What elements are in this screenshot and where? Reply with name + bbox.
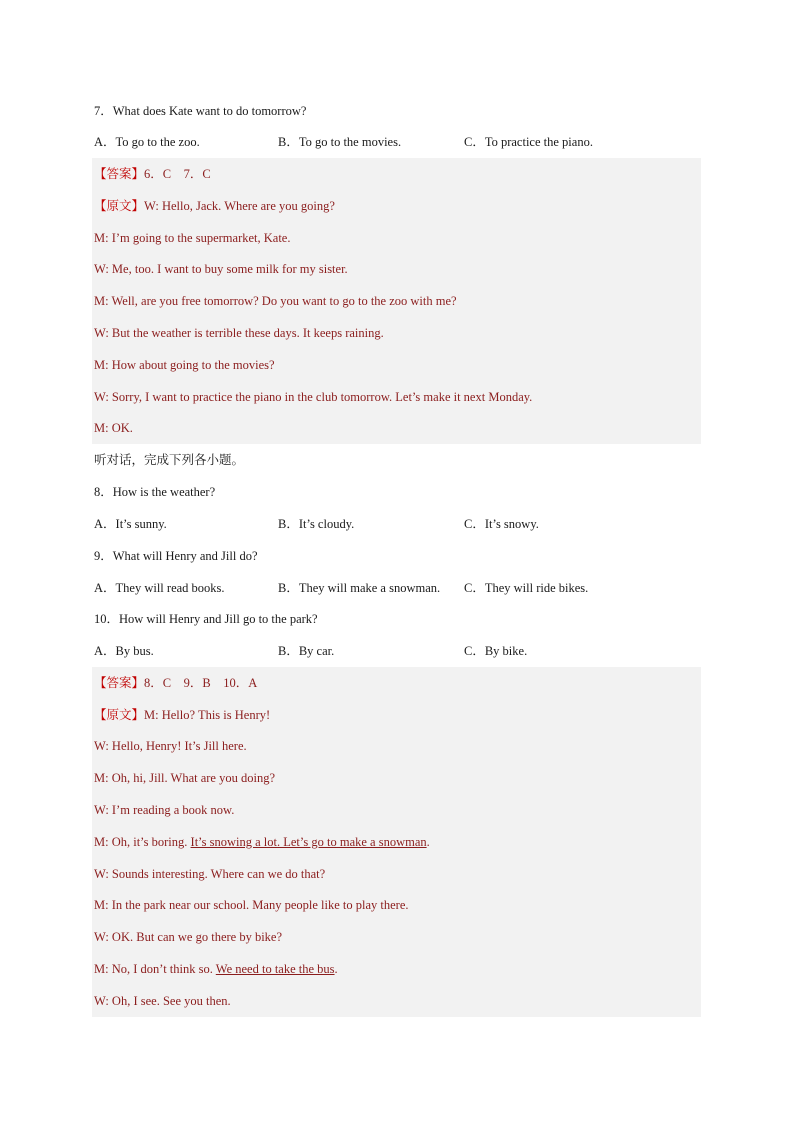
answer-line-2 bbox=[94, 673, 257, 693]
transcript-text: M: No, I don’t think so. bbox=[94, 962, 216, 976]
transcript-line: W: Hello, Henry! It’s Jill here. bbox=[94, 739, 247, 753]
option-a: A．To go to the zoo. bbox=[94, 135, 200, 149]
option-b: B．It’s cloudy. bbox=[278, 517, 355, 531]
transcript-line bbox=[94, 832, 430, 852]
transcript-text: W: Hello, Jack. Where are you going? bbox=[144, 199, 335, 213]
transcript-text: . bbox=[334, 962, 338, 976]
underlined-key-sentence: We need to take the bus bbox=[215, 962, 335, 976]
answer-tag: 【答案】 bbox=[94, 166, 145, 181]
transcript-text: M: Hello? This is Henry! bbox=[144, 708, 271, 722]
transcript-line: W: But the weather is terrible these days. It keeps raining. bbox=[94, 326, 384, 340]
question-7: 7．What does Kate want to do tomorrow? bbox=[94, 104, 307, 118]
transcript-text: . bbox=[426, 835, 430, 849]
instruction: 听对话，完成下列各小题。 bbox=[94, 452, 245, 467]
answer-line-1 bbox=[94, 164, 211, 184]
transcript-line: M: How about going to the movies? bbox=[94, 358, 275, 372]
option-a: A．They will read books. bbox=[94, 581, 225, 595]
option-a: A．It’s sunny. bbox=[94, 517, 167, 531]
transcript-line: W: Sorry, I want to practice the piano in the club tomorrow. Let’s make it next Monday. bbox=[94, 390, 533, 404]
question-9: 9．What will Henry and Jill do? bbox=[94, 549, 258, 563]
transcript-line bbox=[94, 959, 338, 979]
transcript-line: W: Me, too. I want to buy some milk for my sister. bbox=[94, 262, 348, 276]
transcript-line: M: Oh, hi, Jill. What are you doing? bbox=[94, 771, 275, 785]
transcript-text: M: Oh, it’s boring. bbox=[94, 835, 191, 849]
question-10: 10．How will Henry and Jill go to the park? bbox=[94, 612, 318, 626]
answer-text: 8．C 9．B 10．A bbox=[144, 676, 258, 690]
answer-text: 6．C 7．C bbox=[144, 167, 211, 181]
transcript-line bbox=[94, 196, 335, 216]
transcript-tag: 【原文】 bbox=[94, 198, 145, 213]
transcript-line: W: Oh, I see. See you then. bbox=[94, 994, 231, 1008]
option-b: B．To go to the movies. bbox=[278, 135, 402, 149]
underlined-key-sentence: It’s snowing a lot. Let’s go to make a snowman bbox=[190, 835, 427, 849]
option-b: B．They will make a snowman. bbox=[278, 581, 441, 595]
transcript-line: W: I’m reading a book now. bbox=[94, 803, 235, 817]
transcript-line: M: Well, are you free tomorrow? Do you want to go to the zoo with me? bbox=[94, 294, 457, 308]
answer-tag: 【答案】 bbox=[94, 675, 145, 690]
option-c: C．It’s snowy. bbox=[464, 517, 539, 531]
option-c: C．To practice the piano. bbox=[464, 135, 593, 149]
question-8: 8．How is the weather? bbox=[94, 485, 216, 499]
option-a: A．By bus. bbox=[94, 644, 154, 658]
transcript-line: M: I’m going to the supermarket, Kate. bbox=[94, 231, 291, 245]
transcript-line: W: OK. But can we go there by bike? bbox=[94, 930, 283, 944]
option-b: B．By car. bbox=[278, 644, 335, 658]
transcript-line bbox=[94, 705, 270, 725]
transcript-line: M: OK. bbox=[94, 421, 133, 435]
transcript-tag: 【原文】 bbox=[94, 707, 145, 722]
transcript-line: W: Sounds interesting. Where can we do that? bbox=[94, 867, 326, 881]
option-c: C．By bike. bbox=[464, 644, 528, 658]
option-c: C．They will ride bikes. bbox=[464, 581, 589, 595]
transcript-line: M: In the park near our school. Many people like to play there. bbox=[94, 898, 409, 912]
